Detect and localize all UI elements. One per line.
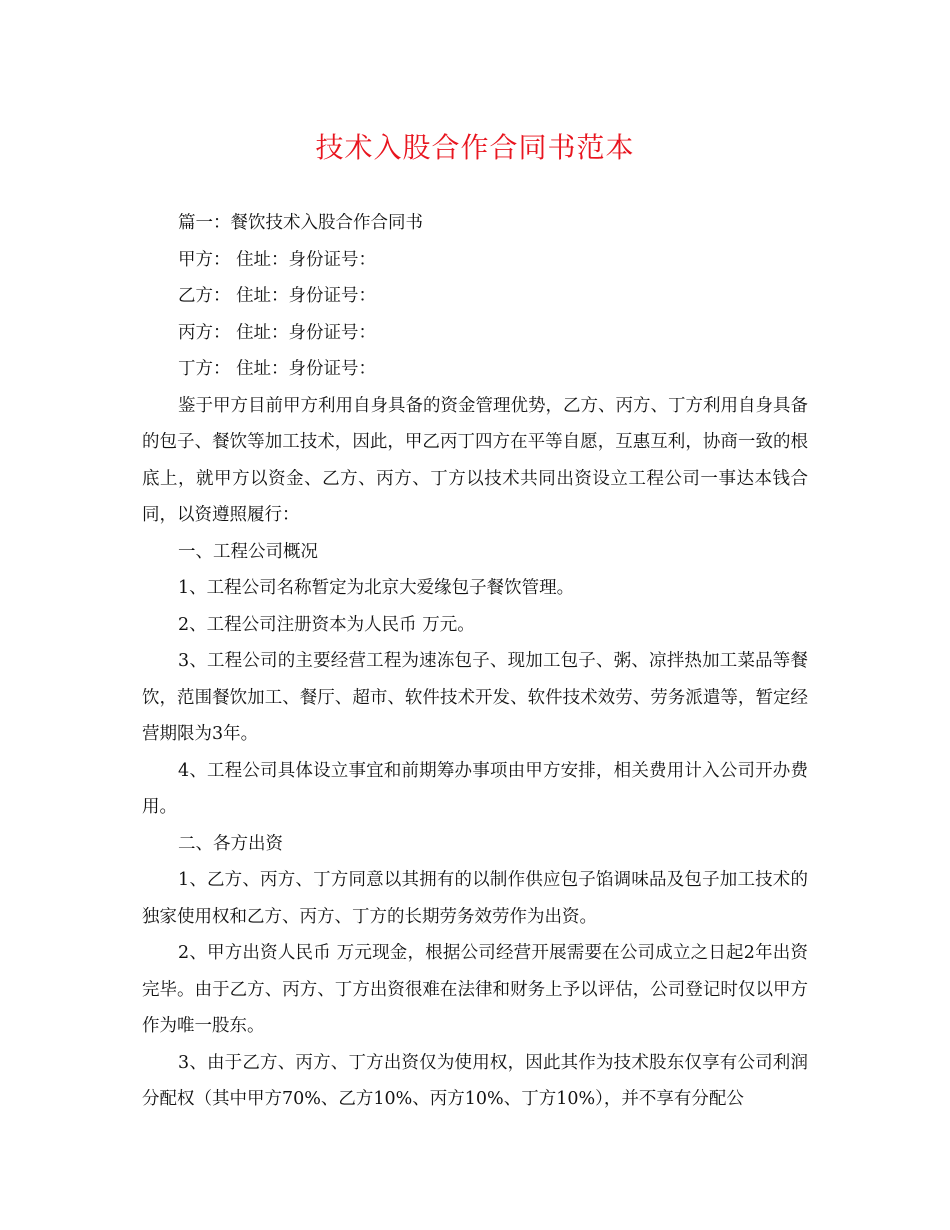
section-heading: 二、各方出资 — [178, 833, 283, 854]
section-heading: 一、工程公司概况 — [178, 541, 318, 562]
paragraph: 乙方： 住址：身份证号： — [178, 286, 377, 306]
paragraph: 1、乙方、丙方、丁方同意以其拥有的以制作供应包子馅调味品及包子加工技术的独家使用权和乙方、丙方、丁方的长期劳务效劳作为出资。 — [142, 870, 808, 927]
paragraph: 2、甲方出资人民币 万元现金，根据公司经营开展需要在公司成立之日起2年出资完毕。由于乙方、丙方、丁方出资很难在法律和财务上予以评估，公司登记时仅以甲方作为唯一股东。 — [142, 943, 808, 1036]
paragraph: 2、工程公司注册资本为人民币 万元。 — [178, 614, 475, 635]
paragraph: 3、由于乙方、丙方、丁方出资仅为使用权，因此其作为技术股东仅享有公司利润分配权（其中甲方70%、乙方10%、丙方10%、丁方10%），并不享有分配公 — [142, 1052, 808, 1109]
paragraph: 丁方： 住址：身份证号： — [178, 359, 377, 379]
paragraph: 鉴于甲方目前甲方利用自身具备的资金管理优势，乙方、丙方、丁方利用自身具备的包子、餐饮等加工技术，因此，甲乙丙丁四方在平等自愿，互惠互利，协商一致的根底上，就甲方以资金、乙方、丙方、丁方以技术共同出资设立工程公司一事达本钱合同，以资遵照履行： — [142, 395, 808, 525]
document-body — [142, 205, 808, 1118]
paragraph: 丙方： 住址：身份证号： — [178, 322, 377, 343]
paragraph: 3、工程公司的主要经营工程为速冻包子、现加工包子、粥、凉拌热加工菜品等餐饮，范围餐饮加工、餐厅、超市、软件技术开发、软件技术效劳、劳务派遣等，暂定经营期限为3年。 — [142, 651, 808, 744]
paragraph: 篇一：餐饮技术入股合作合同书 — [178, 213, 423, 233]
paragraph: 4、工程公司具体设立事宜和前期筹办事项由甲方安排，相关费用计入公司开办费用。 — [142, 760, 808, 817]
document-title: 技术入股合作合同书范本 — [315, 131, 635, 164]
paragraph: 1、工程公司名称暂定为北京大爱缘包子餐饮管理。 — [178, 578, 575, 598]
paragraph: 甲方： 住址：身份证号： — [178, 249, 377, 270]
